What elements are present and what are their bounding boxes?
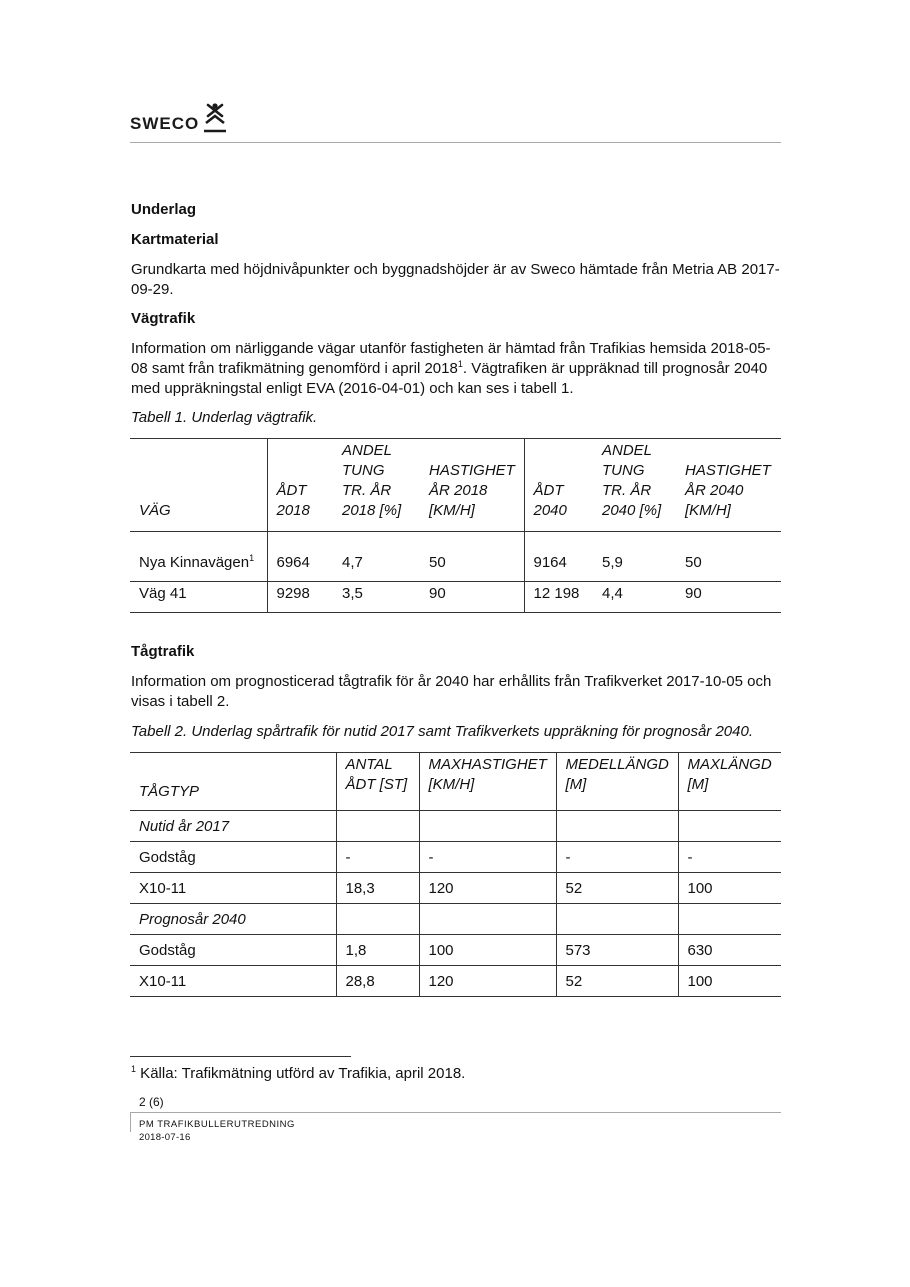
table1-header-cell <box>420 439 524 532</box>
table1-header-row <box>130 439 781 532</box>
table-cell <box>419 904 556 935</box>
header-divider <box>130 142 781 143</box>
table-cell: 90 <box>676 582 781 613</box>
table-cell: 120 <box>419 966 556 997</box>
table1-header-line: 2040 <box>533 502 567 519</box>
table1-header-line: ANDEL <box>602 442 653 459</box>
table-cell <box>336 811 419 842</box>
footnote-marker: 1 <box>131 1064 137 1074</box>
road-name-cell <box>130 532 267 582</box>
table-cell: 4,4 <box>593 582 676 613</box>
group-row <box>130 904 781 935</box>
table-cell: - <box>419 842 556 873</box>
table-cell: X10-11 <box>130 966 336 997</box>
table1-header-line: HASTIGHET <box>429 462 515 479</box>
footnote-divider <box>130 1056 351 1057</box>
table2-header-cell <box>336 753 419 811</box>
table-cell: 100 <box>678 966 781 997</box>
table-cell <box>556 811 678 842</box>
table-row <box>130 873 781 904</box>
table1-header-cell <box>267 439 333 532</box>
table-cell: 573 <box>556 935 678 966</box>
table1-header-line: ÅR 2018 <box>429 482 488 499</box>
table1-header-line: VÄG <box>139 502 171 519</box>
table1-header-cell <box>524 439 593 532</box>
table-cell: 120 <box>419 873 556 904</box>
table-cell: Godståg <box>130 842 336 873</box>
table-cell: 100 <box>419 935 556 966</box>
table-cell: 28,8 <box>336 966 419 997</box>
table-cell: 52 <box>556 873 678 904</box>
table1-header-line: 2018 [%] <box>342 502 402 519</box>
table2-header-line: TÅGTYP <box>139 783 200 800</box>
table1-header-line: ANDEL <box>342 442 393 459</box>
road-name: Väg 41 <box>139 585 187 602</box>
footer-doc-title: PM TRAFIKBULLERUTREDNING <box>139 1119 295 1130</box>
table-cell: 50 <box>676 532 781 582</box>
table-cell <box>678 904 781 935</box>
table1-header-line: TR. ÅR <box>602 482 652 499</box>
vagtrafik-text-part2: . Vägtrafiken är uppräknad till prognosår 2040 med uppräkningstal enligt EVA (2016-04-01) och kan ses i tabell 1. <box>131 360 768 397</box>
heading-kartmaterial: Kartmaterial <box>131 231 219 248</box>
table1-header-line: TUNG <box>342 462 385 479</box>
footer-date: 2018-07-16 <box>139 1132 191 1143</box>
table1-header-line: ÅDT <box>533 482 564 499</box>
table-cell: 90 <box>420 582 524 613</box>
table2-header-line: MAXLÄNGD <box>687 756 772 773</box>
table1-header-line: ÅDT <box>276 482 307 499</box>
table2-header-cell <box>419 753 556 811</box>
table-cell: 3,5 <box>333 582 420 613</box>
sweco-mark-icon <box>203 102 227 134</box>
table-cell: 1,8 <box>336 935 419 966</box>
footer-bar <box>130 1112 131 1132</box>
table-cell: - <box>556 842 678 873</box>
table-cell: 4,7 <box>333 532 420 582</box>
table-cell: 18,3 <box>336 873 419 904</box>
table1-header-cell <box>593 439 676 532</box>
heading-tagtrafik: Tågtrafik <box>131 643 195 660</box>
rail-traffic-table <box>130 752 781 997</box>
table2-header-line: [KM/H] <box>428 776 475 793</box>
table-cell <box>336 904 419 935</box>
table-cell: Godståg <box>130 935 336 966</box>
table-cell: 50 <box>420 532 524 582</box>
table-row <box>130 582 781 613</box>
table-cell <box>419 811 556 842</box>
footer-divider <box>130 1112 781 1113</box>
table-cell: 6964 <box>267 532 333 582</box>
table2-header-line: ANTAL <box>345 756 393 773</box>
table-cell: 5,9 <box>593 532 676 582</box>
footnote-ref: 1 <box>457 359 463 369</box>
table-cell: - <box>336 842 419 873</box>
table-cell: 100 <box>678 873 781 904</box>
table1-header-line: HASTIGHET <box>685 462 771 479</box>
table1-caption: Tabell 1. Underlag vägtrafik. <box>131 409 318 426</box>
table-cell: Prognosår 2040 <box>130 904 336 935</box>
table1-header-cell <box>676 439 781 532</box>
road-name: Nya Kinnavägen <box>139 554 250 571</box>
table-row <box>130 532 781 582</box>
logo-text: SWECO <box>130 114 200 133</box>
group-row <box>130 811 781 842</box>
table2-header-line: [M] <box>565 776 587 793</box>
table-cell <box>556 904 678 935</box>
footnote <box>131 1064 465 1084</box>
table2-header-line: MEDELLÄNGD <box>565 756 669 773</box>
table-cell: X10-11 <box>130 873 336 904</box>
table2-caption: Tabell 2. Underlag spårtrafik för nutid 2017 samt Trafikverkets uppräkning för prognosår 2040. <box>131 723 754 740</box>
table-row <box>130 935 781 966</box>
table-cell: - <box>678 842 781 873</box>
page-number: 2 (6) <box>139 1095 164 1109</box>
table1-header-line: [KM/H] <box>685 502 731 519</box>
table2-header-line: [M] <box>687 776 709 793</box>
table-cell: 9164 <box>524 532 593 582</box>
vagtrafik-text-part1: Information om närliggande vägar utanför fastigheten är hämtad från Trafikias hemsida 2018-05-08 samt från trafikmätning genomförd i april 2018 <box>131 340 771 377</box>
footnote-text: Källa: Trafikmätning utförd av Trafikia, april 2018. <box>136 1065 466 1082</box>
table2-header-row <box>130 753 781 811</box>
table-cell <box>678 811 781 842</box>
table1-header-line: ÅR 2040 <box>685 482 744 499</box>
table1-header-cell <box>130 439 267 532</box>
table1-header-line: TUNG <box>602 462 645 479</box>
table2-header-line: MAXHASTIGHET <box>428 756 547 773</box>
table2-header-cell <box>130 753 336 811</box>
paragraph-tagtrafik: Information om prognosticerad tågtrafik för år 2040 har erhållits från Trafikverket 2017-10-05 och visas i tabell 2. <box>131 673 772 710</box>
heading-underlag: Underlag <box>131 201 197 218</box>
table1-header-line: TR. ÅR <box>342 482 392 499</box>
road-name-cell <box>130 582 267 613</box>
table2-header-line: ÅDT [ST] <box>345 776 408 793</box>
table-cell: 630 <box>678 935 781 966</box>
table1-header-line: 2018 <box>276 502 310 519</box>
road-traffic-table <box>130 438 781 613</box>
heading-vagtrafik: Vägtrafik <box>131 310 196 327</box>
table-row <box>130 966 781 997</box>
table2-header-cell <box>678 753 781 811</box>
table-cell: Nutid år 2017 <box>130 811 336 842</box>
table1-header-line: [KM/H] <box>429 502 475 519</box>
sweco-logo <box>130 100 227 134</box>
table-cell: 12 198 <box>524 582 593 613</box>
table2-header-cell <box>556 753 678 811</box>
paragraph-kartmaterial: Grundkarta med höjdnivåpunkter och byggnadshöjder är av Sweco hämtade från Metria AB 2017-09-29. <box>131 261 780 298</box>
table-cell: 9298 <box>267 582 333 613</box>
table-row <box>130 842 781 873</box>
table1-header-line: 2040 [%] <box>602 502 662 519</box>
table-cell: 52 <box>556 966 678 997</box>
footnote-ref: 1 <box>249 553 255 563</box>
paragraph-vagtrafik <box>131 339 781 399</box>
table1-header-cell <box>333 439 420 532</box>
